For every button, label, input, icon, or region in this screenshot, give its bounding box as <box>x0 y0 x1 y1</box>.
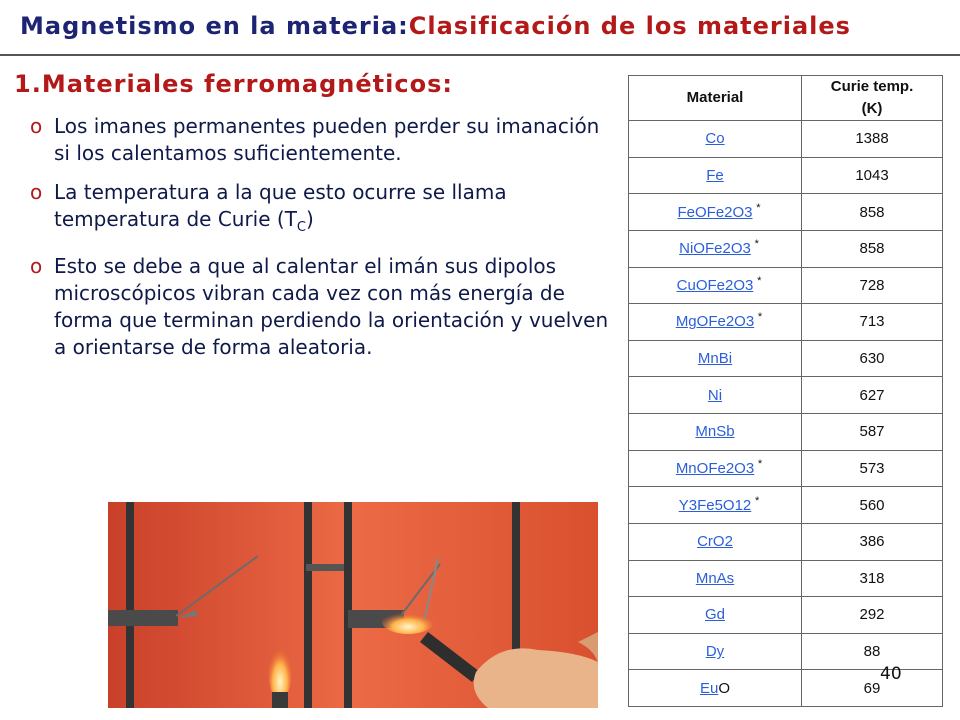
experiment-illustration <box>108 502 598 708</box>
material-footnote-asterisk: * <box>754 494 760 507</box>
bullet-marker: o <box>30 180 43 204</box>
table-row <box>629 194 943 231</box>
curie-temperature-table-container <box>628 75 943 707</box>
curie-temp-cell: 858 <box>802 194 943 231</box>
title-divider <box>0 54 960 56</box>
material-cell <box>629 121 802 158</box>
curie-temp-cell: 713 <box>802 304 943 341</box>
page-title <box>20 12 851 40</box>
material-name-wrapper <box>675 457 763 477</box>
curie-temp-cell: 858 <box>802 230 943 267</box>
bullet-text: La temperatura a la que esto ocurre se llama temperatura de Curie (T <box>54 180 507 231</box>
bullet-marker: o <box>30 114 43 138</box>
material-name-wrapper <box>708 387 722 404</box>
table-body <box>629 121 943 707</box>
material-link[interactable]: Co <box>705 130 725 148</box>
curie-header-text: Curie temp. (K) <box>830 78 914 117</box>
material-link[interactable]: Dy <box>705 643 725 661</box>
table-row <box>629 450 943 487</box>
material-cell <box>629 633 802 670</box>
section-heading: 1.Materiales ferromagnéticos: <box>14 70 453 98</box>
material-link[interactable]: FeOFe2O3 <box>677 203 753 221</box>
table-row <box>629 377 943 414</box>
curie-temp-cell: 1388 <box>802 121 943 158</box>
material-name-wrapper <box>700 680 730 697</box>
bullet-text: Los imanes permanentes pueden perder su imanación si los calentamos suficientemente. <box>54 114 600 165</box>
curie-temp-cell: 292 <box>802 597 943 634</box>
material-footnote-asterisk: * <box>756 201 761 214</box>
material-link[interactable]: Eu <box>699 679 719 697</box>
material-name-wrapper <box>676 274 762 294</box>
material-name-wrapper <box>706 643 724 660</box>
column-header-material: Material <box>629 76 802 121</box>
material-cell <box>629 597 802 634</box>
bullet-item <box>30 113 620 167</box>
curie-temp-cell: 587 <box>802 414 943 451</box>
material-link[interactable]: MnAs <box>695 569 735 587</box>
material-name-wrapper <box>706 167 724 184</box>
bullet-list <box>30 113 620 373</box>
table-row <box>629 340 943 377</box>
bullet-marker: o <box>30 254 43 278</box>
material-cell <box>629 523 802 560</box>
material-link[interactable]: MgOFe2O3 <box>675 313 755 331</box>
bullet-text-end: ) <box>306 207 314 231</box>
curie-temp-cell: 630 <box>802 340 943 377</box>
curie-temp-cell: 573 <box>802 450 943 487</box>
bullet-item <box>30 179 620 241</box>
material-link[interactable]: Fe <box>706 166 724 184</box>
table-row <box>629 230 943 267</box>
table-header-row <box>629 76 943 121</box>
table-row <box>629 267 943 304</box>
curie-temperature-table <box>628 75 943 707</box>
material-cell <box>629 560 802 597</box>
title-part-1: Magnetismo en la materia: <box>20 12 409 40</box>
material-name-wrapper <box>679 238 759 258</box>
material-link[interactable]: MnSb <box>695 423 735 441</box>
table-row <box>629 523 943 560</box>
page-number: 40 <box>880 664 902 684</box>
curie-experiment-photo <box>108 502 598 708</box>
table-row <box>629 414 943 451</box>
bullet-text: Esto se debe a que al calentar el imán sus dipolos microscópicos vibran cada vez con más energía de forma que terminan perdiendo la orientación y vuelven a orientarse de forma aleatoria. <box>54 254 609 359</box>
material-cell <box>629 340 802 377</box>
material-cell <box>629 194 802 231</box>
material-cell <box>629 377 802 414</box>
material-footnote-asterisk: * <box>757 274 762 287</box>
bullet-subscript: C <box>296 220 306 235</box>
curie-temp-cell: 1043 <box>802 157 943 194</box>
material-name-wrapper <box>695 423 734 440</box>
table-row <box>629 304 943 341</box>
curie-temp-cell: 318 <box>802 560 943 597</box>
title-part-2: Clasificación de los materiales <box>408 12 851 40</box>
material-cell <box>629 230 802 267</box>
table-row <box>629 121 943 158</box>
material-link[interactable]: CuOFe2O3 <box>676 276 754 294</box>
material-name-wrapper <box>705 130 724 147</box>
material-link[interactable]: Gd <box>704 606 725 624</box>
material-link[interactable]: CrO2 <box>697 533 733 551</box>
material-cell <box>629 670 802 707</box>
table-row <box>629 487 943 524</box>
material-cell <box>629 487 802 524</box>
curie-temp-cell: 88 <box>802 633 943 670</box>
material-name-wrapper <box>696 570 734 587</box>
material-name-wrapper <box>705 606 725 623</box>
material-footnote-asterisk: * <box>754 238 759 251</box>
material-footnote-asterisk: * <box>757 457 763 470</box>
bullet-item <box>30 253 620 361</box>
material-name-wrapper <box>675 311 763 331</box>
material-name-wrapper <box>698 350 732 367</box>
material-link[interactable]: Ni <box>707 386 723 404</box>
curie-temp-cell: 627 <box>802 377 943 414</box>
material-cell <box>629 157 802 194</box>
table-row <box>629 157 943 194</box>
material-name-wrapper <box>678 494 760 514</box>
material-name-wrapper <box>697 533 733 550</box>
material-name-wrapper <box>677 201 761 221</box>
material-cell <box>629 304 802 341</box>
table-row <box>629 597 943 634</box>
material-link[interactable]: MnOFe2O3 <box>675 459 755 477</box>
material-link[interactable]: MnBi <box>697 350 733 368</box>
curie-temp-cell: 728 <box>802 267 943 304</box>
curie-temp-cell: 386 <box>802 523 943 560</box>
table-row <box>629 560 943 597</box>
curie-temp-cell: 69 <box>802 670 943 707</box>
material-link[interactable]: Y3Fe5O12 <box>678 496 752 514</box>
material-cell <box>629 414 802 451</box>
material-cell <box>629 450 802 487</box>
material-footnote-asterisk: * <box>757 311 763 324</box>
curie-temp-cell: 560 <box>802 487 943 524</box>
material-cell <box>629 267 802 304</box>
column-header-curie-temp <box>802 76 943 121</box>
material-link[interactable]: NiOFe2O3 <box>679 240 751 258</box>
material-suffix: O <box>718 679 731 697</box>
